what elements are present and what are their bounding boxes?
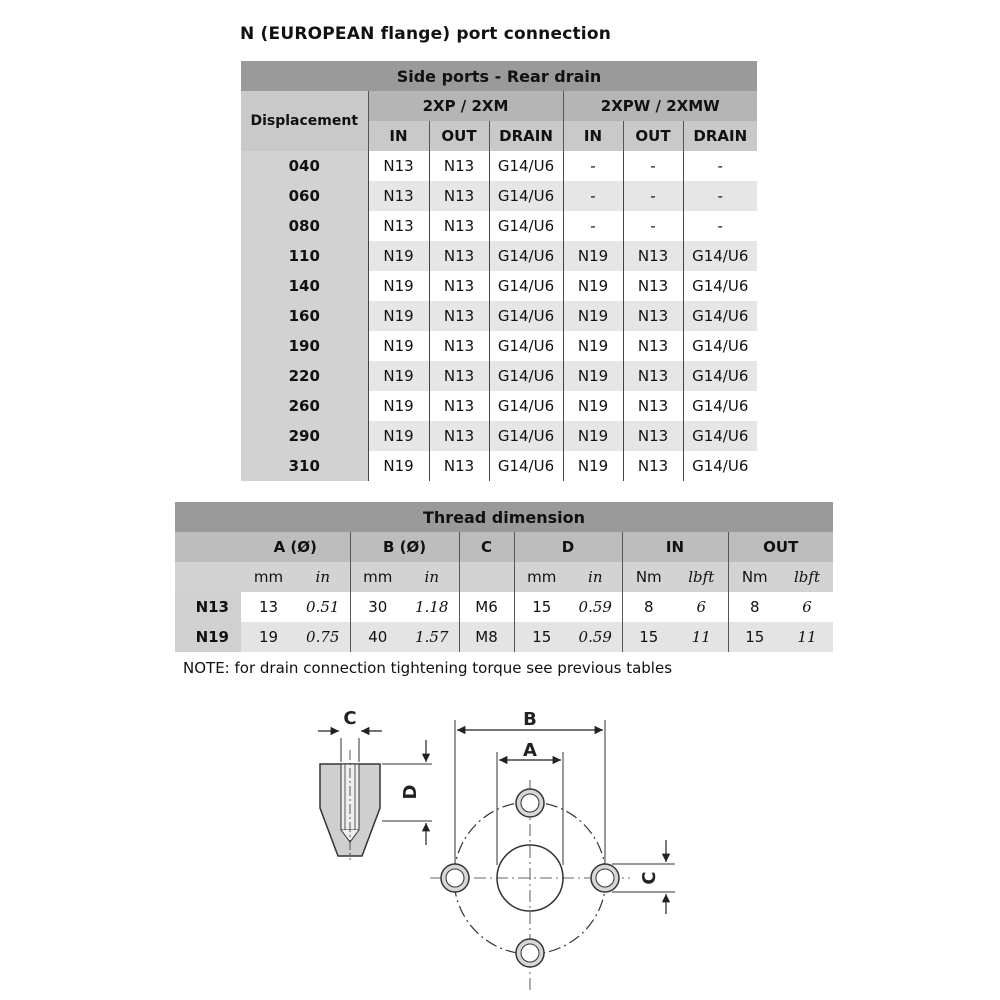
displacement-cell: 040 <box>241 151 368 181</box>
displacement-cell: 140 <box>241 271 368 301</box>
corner-cell <box>175 532 241 562</box>
dim-c-top-label: C <box>343 708 357 729</box>
dim-b-label: B <box>523 709 537 730</box>
table-cell: 6 <box>675 592 728 622</box>
table-cell: 0.51 <box>296 592 350 622</box>
table-cell: - <box>623 181 683 211</box>
thread-name-cell: N19 <box>175 622 241 652</box>
table-cell: N13 <box>429 151 489 181</box>
table-row <box>241 391 757 421</box>
table-cell: G14/U6 <box>683 271 757 301</box>
unit-header: lbft <box>675 562 728 592</box>
displacement-cell: 110 <box>241 241 368 271</box>
table-cell: M6 <box>459 592 514 622</box>
table-cell: N13 <box>429 331 489 361</box>
bolt-hole-bottom <box>516 939 544 967</box>
table-cell: 11 <box>781 622 833 652</box>
table-cell: G14/U6 <box>489 151 563 181</box>
bolt-hole-left <box>441 864 469 892</box>
table-cell: N13 <box>623 331 683 361</box>
table-cell: N13 <box>623 421 683 451</box>
table-cell: N19 <box>563 271 623 301</box>
displacement-cell: 260 <box>241 391 368 421</box>
table-cell: 40 <box>350 622 405 652</box>
table-cell: G14/U6 <box>683 451 757 481</box>
displacement-cell: 190 <box>241 331 368 361</box>
table-cell: G14/U6 <box>683 331 757 361</box>
table-cell: N13 <box>368 151 429 181</box>
table-cell: G14/U6 <box>489 331 563 361</box>
table-cell: G14/U6 <box>489 241 563 271</box>
table-row <box>241 301 757 331</box>
table-cell: 13 <box>241 592 296 622</box>
port-connection-table <box>241 61 757 481</box>
table-cell: G14/U6 <box>683 421 757 451</box>
table-cell: N13 <box>623 271 683 301</box>
unit-header: mm <box>514 562 569 592</box>
dim-d-label: D <box>400 784 421 800</box>
unit-header <box>459 562 514 592</box>
displacement-cell: 220 <box>241 361 368 391</box>
unit-header: in <box>296 562 350 592</box>
table-cell: N13 <box>429 271 489 301</box>
table-cell: G14/U6 <box>489 451 563 481</box>
unit-header: mm <box>241 562 296 592</box>
group-in-header: IN <box>622 532 728 562</box>
table-cell: N13 <box>623 301 683 331</box>
table-cell: - <box>563 181 623 211</box>
table-cell: N19 <box>563 421 623 451</box>
unit-header: in <box>405 562 459 592</box>
col-header: DRAIN <box>683 121 757 151</box>
screw-section-view <box>318 708 432 860</box>
table-cell: 19 <box>241 622 296 652</box>
unit-header: Nm <box>728 562 781 592</box>
group-c-header: C <box>459 532 514 562</box>
table-cell: 15 <box>514 592 569 622</box>
table-cell: G14/U6 <box>683 391 757 421</box>
page-title: N (EUROPEAN flange) port connection <box>240 24 612 44</box>
table-row <box>175 622 833 652</box>
table-cell: N19 <box>368 361 429 391</box>
unit-header: Nm <box>622 562 675 592</box>
table2-banner: Thread dimension <box>175 502 833 532</box>
table-cell: G14/U6 <box>683 361 757 391</box>
table-cell: G14/U6 <box>489 271 563 301</box>
col-header: IN <box>563 121 623 151</box>
table-cell: 6 <box>781 592 833 622</box>
table-cell: N13 <box>623 391 683 421</box>
table-cell: G14/U6 <box>489 181 563 211</box>
table-cell: N19 <box>368 421 429 451</box>
table-cell: N19 <box>563 241 623 271</box>
table-cell: N13 <box>429 181 489 211</box>
table-cell: N13 <box>368 181 429 211</box>
displacement-header: Displacement <box>241 91 368 151</box>
table-cell: 8 <box>622 592 675 622</box>
table-row <box>175 592 833 622</box>
group-out-header: OUT <box>728 532 833 562</box>
table-cell: 1.18 <box>405 592 459 622</box>
table-cell: 15 <box>728 622 781 652</box>
table-cell: N19 <box>368 331 429 361</box>
table-cell: 15 <box>514 622 569 652</box>
displacement-cell: 310 <box>241 451 368 481</box>
table-cell: 0.59 <box>569 622 622 652</box>
group-a-header: A (Ø) <box>241 532 350 562</box>
table-row <box>241 211 757 241</box>
table-row <box>241 181 757 211</box>
col-header: IN <box>368 121 429 151</box>
table-cell: N19 <box>368 271 429 301</box>
table-cell: N13 <box>429 301 489 331</box>
table-cell: - <box>683 181 757 211</box>
table-cell: G14/U6 <box>683 301 757 331</box>
unit-header: mm <box>350 562 405 592</box>
table-cell: - <box>563 151 623 181</box>
table-cell: N19 <box>563 361 623 391</box>
table-cell: N13 <box>429 451 489 481</box>
table-row <box>241 271 757 301</box>
table-cell: N13 <box>429 211 489 241</box>
table-cell: - <box>563 211 623 241</box>
dim-c-side-label: C <box>639 871 660 885</box>
table-cell: N13 <box>429 421 489 451</box>
table-cell: 11 <box>675 622 728 652</box>
table-row <box>241 451 757 481</box>
table-cell: N13 <box>623 451 683 481</box>
table-row <box>241 421 757 451</box>
displacement-cell: 160 <box>241 301 368 331</box>
group-2xp-header: 2XP / 2XM <box>368 91 563 121</box>
note-text: NOTE: for drain connection tightening torque see previous tables <box>183 659 673 677</box>
table-cell: G14/U6 <box>683 241 757 271</box>
flange-drawing <box>300 700 700 995</box>
table-cell: G14/U6 <box>489 391 563 421</box>
displacement-cell: 080 <box>241 211 368 241</box>
table-cell: - <box>623 151 683 181</box>
table-cell: 0.75 <box>296 622 350 652</box>
table-cell: N19 <box>368 241 429 271</box>
table-cell: N19 <box>563 331 623 361</box>
table-cell: M8 <box>459 622 514 652</box>
table-cell: G14/U6 <box>489 301 563 331</box>
col-header: OUT <box>623 121 683 151</box>
bolt-hole-right <box>591 864 619 892</box>
table-row <box>241 241 757 271</box>
corner-cell <box>175 562 241 592</box>
table1-banner: Side ports - Rear drain <box>241 61 757 91</box>
displacement-cell: 290 <box>241 421 368 451</box>
dim-a-label: A <box>523 740 537 761</box>
table-cell: N19 <box>368 451 429 481</box>
table-cell: 1.57 <box>405 622 459 652</box>
thread-name-cell: N13 <box>175 592 241 622</box>
table-cell: 30 <box>350 592 405 622</box>
table-cell: - <box>623 211 683 241</box>
table-cell: G14/U6 <box>489 421 563 451</box>
displacement-cell: 060 <box>241 181 368 211</box>
table-cell: N19 <box>368 391 429 421</box>
table-cell: - <box>683 211 757 241</box>
group-d-header: D <box>514 532 622 562</box>
table-cell: N13 <box>429 241 489 271</box>
col-header: DRAIN <box>489 121 563 151</box>
table-cell: 15 <box>622 622 675 652</box>
table-cell: N19 <box>368 301 429 331</box>
table-cell: N13 <box>623 361 683 391</box>
group-2xpw-header: 2XPW / 2XMW <box>563 91 757 121</box>
table-cell: 8 <box>728 592 781 622</box>
table-row <box>241 361 757 391</box>
table-cell: N19 <box>563 391 623 421</box>
unit-header: lbft <box>781 562 833 592</box>
table-cell: G14/U6 <box>489 361 563 391</box>
unit-header: in <box>569 562 622 592</box>
table-cell: N13 <box>623 241 683 271</box>
col-header: OUT <box>429 121 489 151</box>
bolt-hole-top <box>516 789 544 817</box>
group-b-header: B (Ø) <box>350 532 459 562</box>
table-cell: N13 <box>429 361 489 391</box>
table-row <box>241 151 757 181</box>
table-row <box>241 331 757 361</box>
table-cell: 0.59 <box>569 592 622 622</box>
thread-dimension-table <box>175 502 833 652</box>
table-cell: N13 <box>368 211 429 241</box>
table-cell: N19 <box>563 451 623 481</box>
table-cell: N13 <box>429 391 489 421</box>
table-cell: - <box>683 151 757 181</box>
flange-front-view <box>430 709 675 990</box>
table-cell: N19 <box>563 301 623 331</box>
table-cell: G14/U6 <box>489 211 563 241</box>
